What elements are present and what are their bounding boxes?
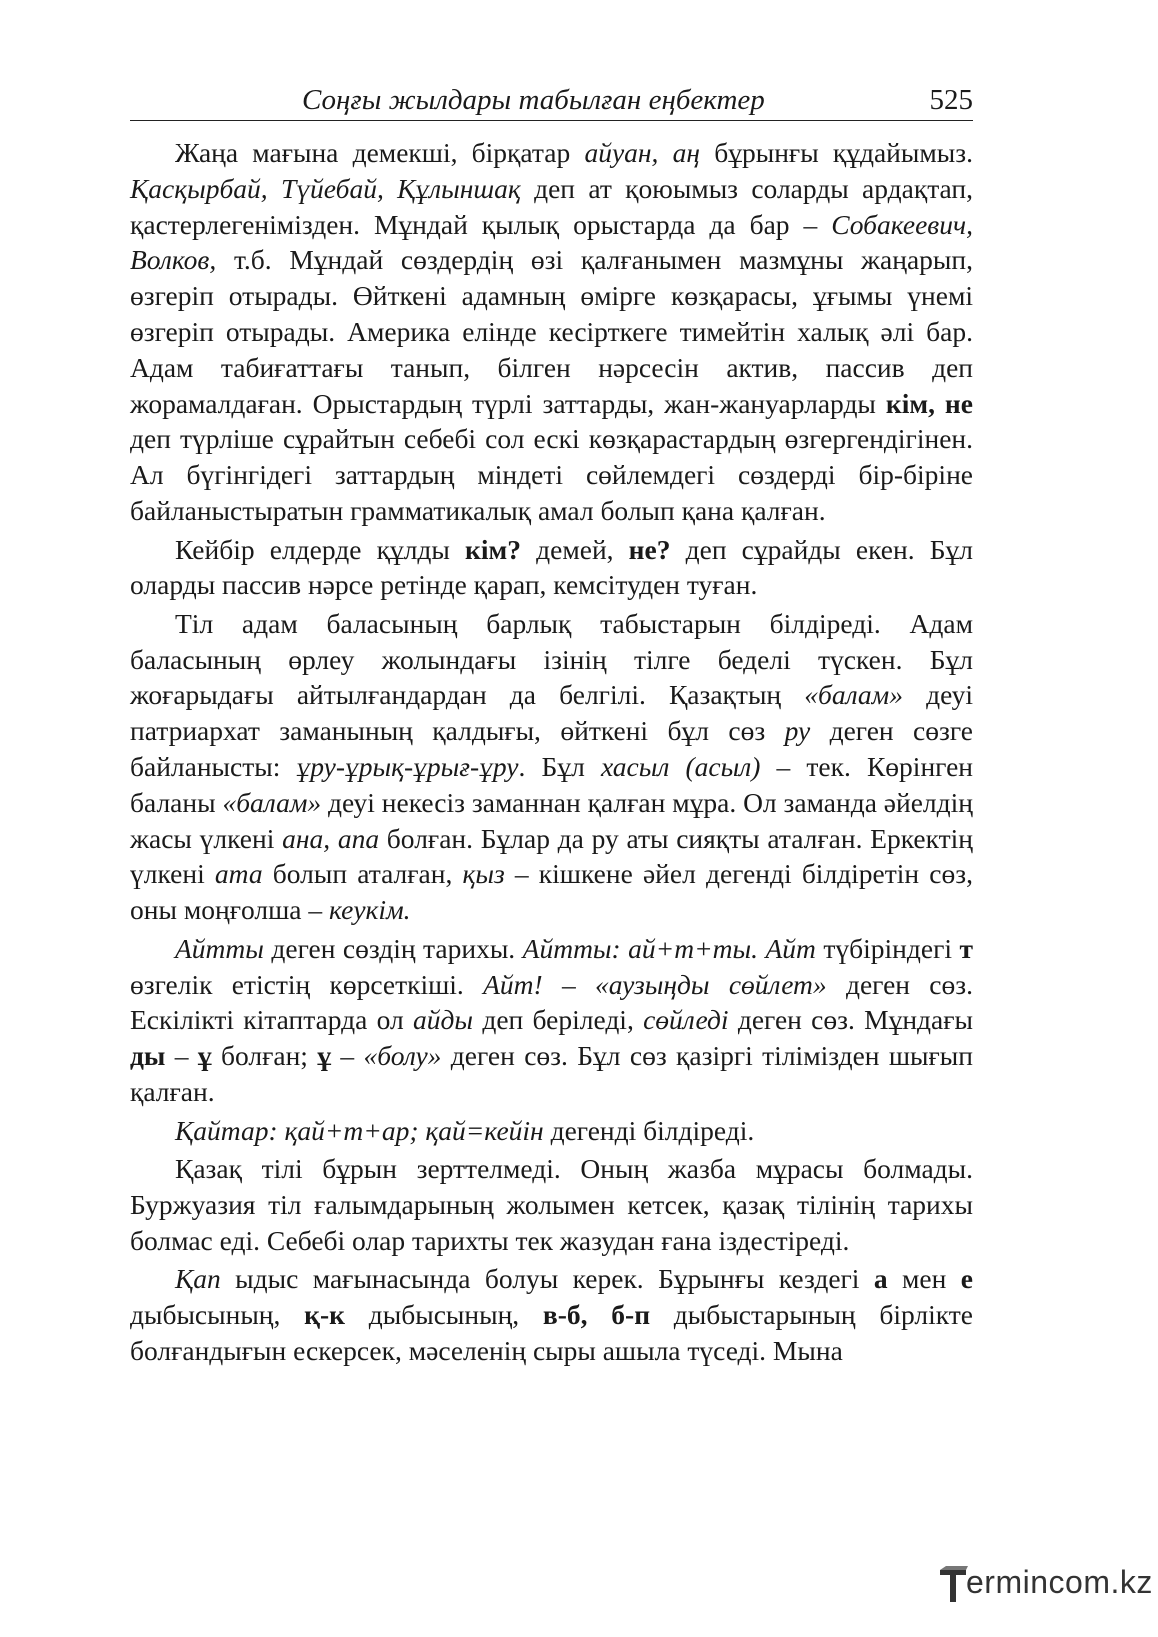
paragraph-2: Кейбір елдерде құлды кім? демей, не? деп сұрайды екен. Бұл оларды пассив нәрсе ретінде қарап, кемсітуден туған.	[130, 533, 973, 601]
paragraph-6: Қазақ тілі бұрын зерттелмеді. Оның жазба мұрасы болмады. Буржуазия тіл ғалымдарының жолымен кетсек, қазақ тілінің тарихы болмас еді. Себебі олар тарихты тек жазудан ғана іздестіреді.	[130, 1153, 973, 1256]
paragraph-4: Айтты деген сөздің тарихы. Айтты: ай+т+ты. Айт түбіріндегі т өзгелік етістің көрсеткіші. Айт! – «аузыңды сөйлет» деген сөз. Ескілікті кітаптарда ол айды деп беріледі, сөйледі деген сөз. Мұндағы ды – ұ болған; ұ – «болу» деген сөз. Бұл сөз қазіргі тілімізден шығып қалған.	[130, 932, 974, 1107]
page-number: 525	[929, 84, 973, 116]
paragraph-3: Тіл адам баласының барлық табыстарын білдіреді. Адам баласының өрлеу жолындағы ізінің тілге беделі түскен. Бұл жоғарыдағы айтылғандардан да белгілі. Қазақтың «балам» деуі патриархат заманының қалдығы, өйткені бұл сөз ру деген сөзге байланысты: ұру-ұрық-ұрығ-ұру. Бұл хасыл (асыл) – тек. Көрінген баланы «балам» деуі некесіз заманнан қалған мұра. Ол заманда әйелдің жасы үлкені ана, апа болған. Бұлар да ру аты сияқты аталған. Еркектің үлкені ата болып аталған, қыз – кішкене әйел дегенді білдіретін сөз, оны моңғолша – кеукім.	[130, 607, 974, 926]
running-title: Соңғы жылдары табылған еңбектер	[302, 84, 765, 116]
paragraph-7: Қап ыдыс мағынасында болуы керек. Бұрынғы кездегі а мен е дыбысының, қ-к дыбысының, в-б, б-п дыбыстарының бірлікте болғандығын ескерсек, мәселенің сыры ашыла түседі. Мына	[130, 1263, 974, 1366]
site-watermark	[938, 1562, 1153, 1612]
body-text	[130, 135, 973, 1371]
paragraph-5: Қайтар: қай+т+ар; қай=кейін дегенді білдіреді.	[175, 1114, 755, 1146]
watermark-t-icon	[938, 1566, 968, 1606]
page-header	[130, 80, 973, 121]
paragraph-1: Жаңа мағына демекші, бірқатар айуан, аң бұрынғы құдайымыз. Қасқырбай, Түйебай, Құлыншақ деп ат қоюымыз соларды ардақтап, қастерлегенімізден. Мұндай қылық орыстарда да бар – Собакеевич, Волков, т.б. Мұндай сөздердің өзі қалғанымен мазмұны жаңарып, өзгеріп отырады. Өйткені адамның өмірге көзқарасы, ұғымы үнемі өзгеріп отырады. Америка елінде кесірткеге тимейтін халық әлі бар. Адам табиғаттағы танып, білген нәрсесін актив, пассив деп жорамалдаған. Орыстардың түрлі заттарды, жан-жануарларды кім, не деп түрліше сұрайтын себебі сол ескі көзқарастардың өзгергендігінен. Ал бүгінгідегі заттардың міндеті сөйлемдегі сөздерді бір-біріне байланыстыратын грамматикалық амал болып қана қалған.	[130, 137, 973, 526]
watermark-text: ermincom.kz	[966, 1564, 1153, 1600]
